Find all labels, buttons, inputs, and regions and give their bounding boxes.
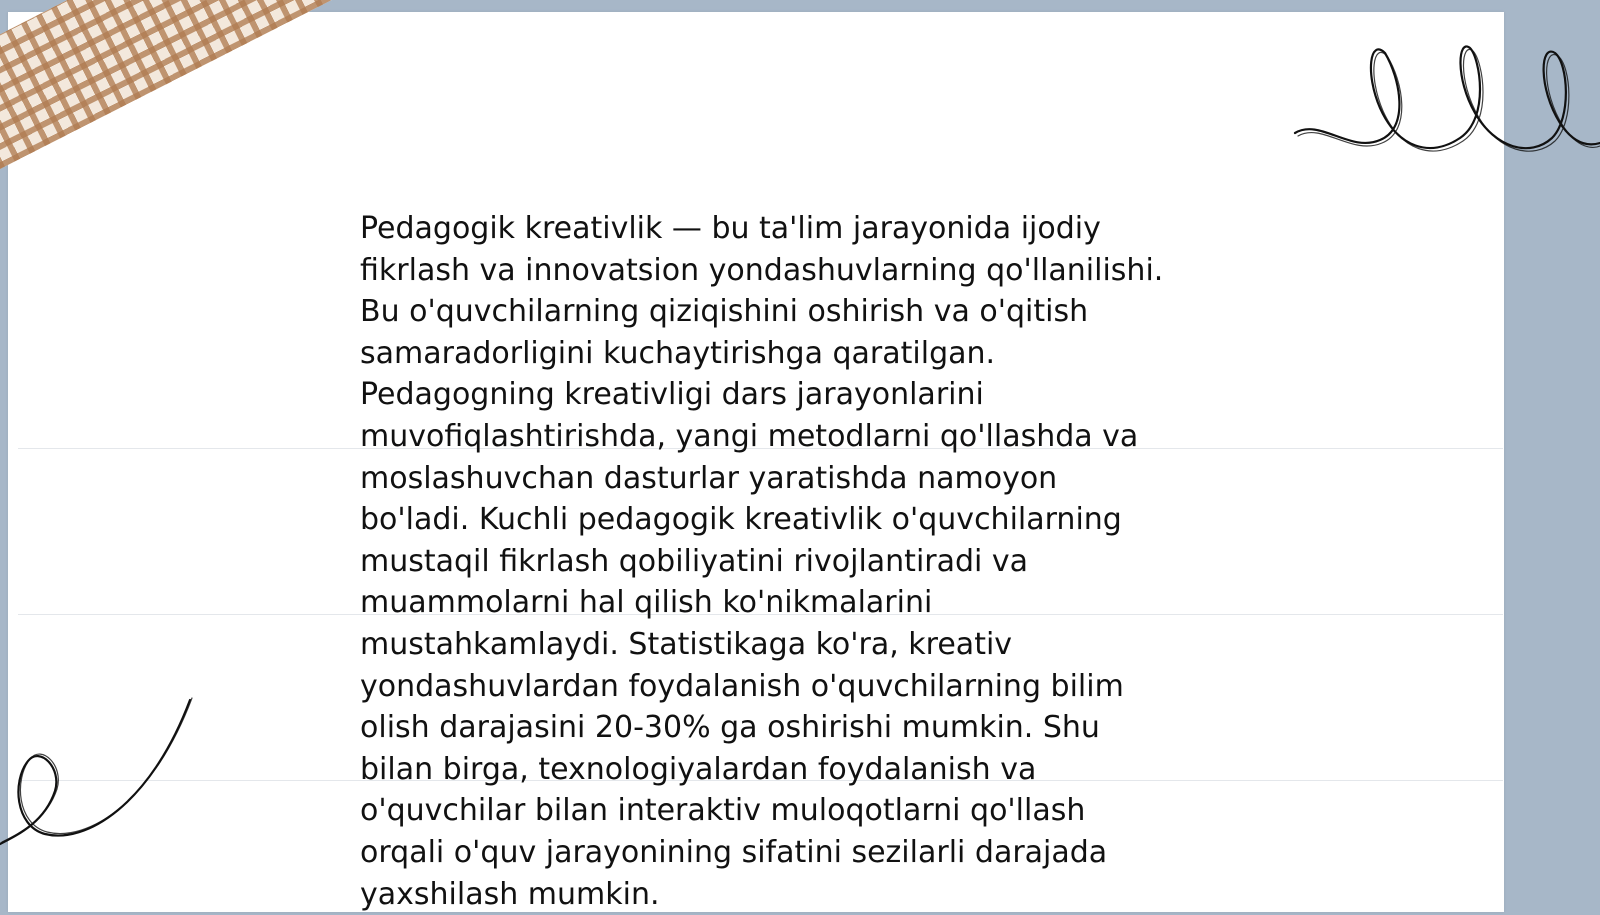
paragraph-line: Pedagogik kreativlik — bu ta'lim jarayonida ijodiy bbox=[360, 208, 1260, 250]
paragraph-line: fikrlash va innovatsion yondashuvlarning qo'llanilishi. bbox=[360, 250, 1260, 292]
paragraph-line: bo'ladi. Kuchli pedagogik kreativlik o'quvchilarning bbox=[360, 499, 1260, 541]
paragraph-line: mustahkamlaydi. Statistikaga ko'ra, kreativ bbox=[360, 624, 1260, 666]
paragraph-line: muvofiqlashtirishda, yangi metodlarni qo'llashda va bbox=[360, 416, 1260, 458]
paragraph-line: yondashuvlardan foydalanish o'quvchilarning bilim bbox=[360, 666, 1260, 708]
paragraph-line: muammolarni hal qilish ko'nikmalarini bbox=[360, 582, 1260, 624]
paragraph-line: bilan birga, texnologiyalardan foydalanish va bbox=[360, 749, 1260, 791]
paragraph-line: yaxshilash mumkin. bbox=[360, 874, 1260, 915]
paragraph-line: orqali o'quv jarayonining sifatini sezilarli darajada bbox=[360, 832, 1260, 874]
paragraph-line: moslashuvchan dasturlar yaratishda namoyon bbox=[360, 458, 1260, 500]
paragraph-line: olish darajasini 20-30% ga oshirishi mumkin. Shu bbox=[360, 707, 1260, 749]
paragraph-line: samaradorligini kuchaytirishga qaratilgan. bbox=[360, 333, 1260, 375]
body-paragraph bbox=[360, 208, 1260, 915]
loop-squiggle-doodle-icon bbox=[1290, 28, 1600, 168]
paragraph-line: Pedagogning kreativligi dars jarayonlarini bbox=[360, 374, 1260, 416]
paragraph-line: mustaqil fikrlash qobiliyatini rivojlantiradi va bbox=[360, 541, 1260, 583]
paragraph-line: o'quvchilar bilan interaktiv muloqotlarni qo'llash bbox=[360, 790, 1260, 832]
paragraph-line: Bu o'quvchilarning qiziqishini oshirish va o'qitish bbox=[360, 291, 1260, 333]
swirl-doodle-icon bbox=[0, 696, 200, 846]
